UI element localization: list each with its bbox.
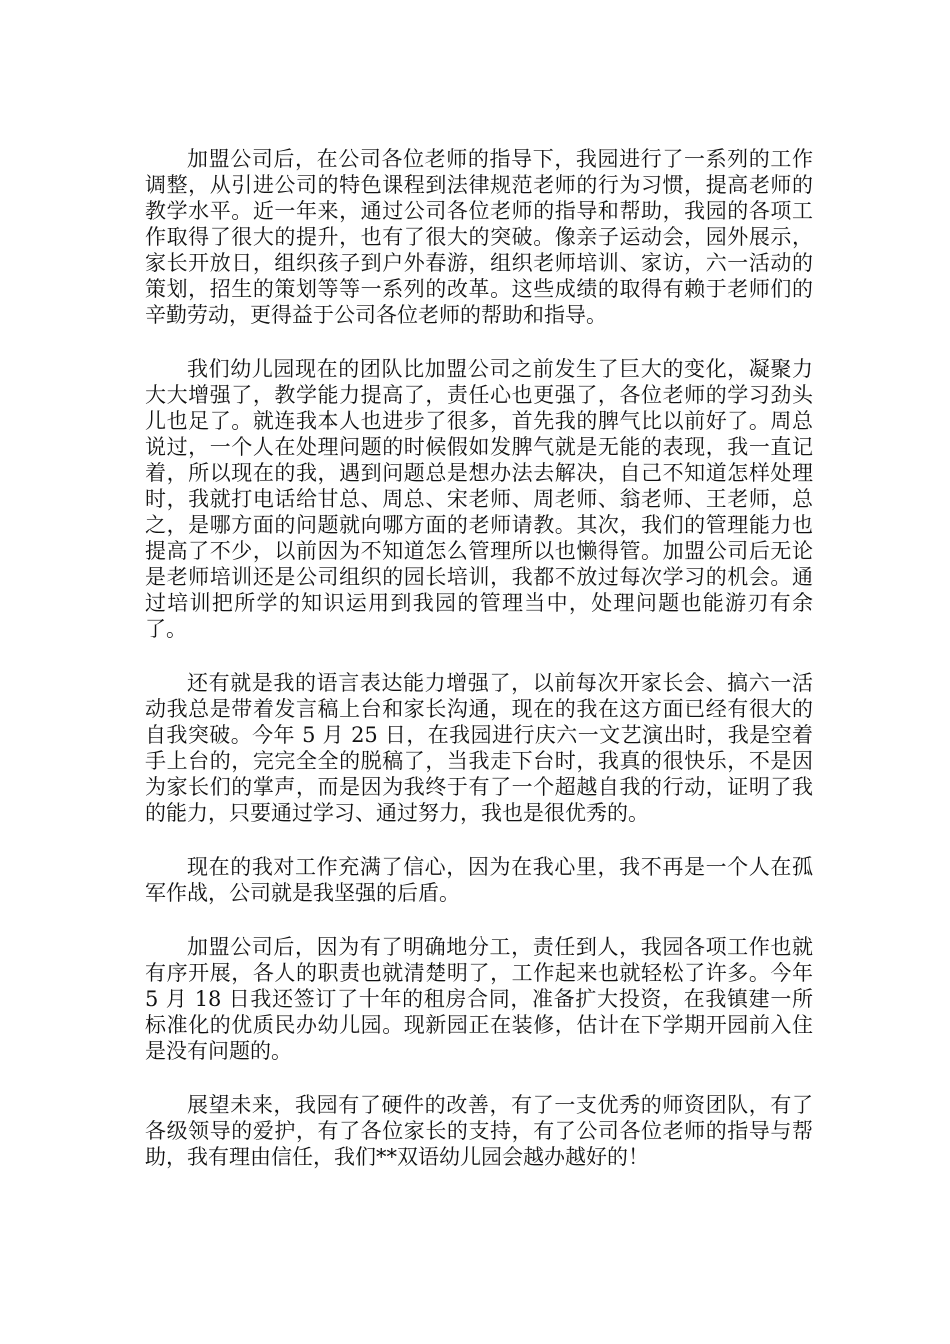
paragraph-3: 还有就是我的语言表达能力增强了，以前每次开家长会、搞六一活动我总是带着发言稿上台和家长沟通，现在的我在这方面已经有很大的自我突破。今年 5 月 25 日，在我园进行庆六一文艺演出时，我是空着手上台的，完完全全的脱稿了，当我走下台时，我真的很快乐，不是因为家长们的掌声，而是因为我终于有了一个超越自我的行动，证明了我的能力，只要通过学习、通过努力，我也是很优秀的。 [145, 671, 813, 825]
paragraph-1: 加盟公司后，在公司各位老师的指导下，我园进行了一系列的工作调整，从引进公司的特色课程到法律规范老师的行为习惯，提高老师的教学水平。近一年来，通过公司各位老师的指导和帮助，我园的各项工作取得了很大的提升，也有了很大的突破。像亲子运动会，园外展示，家长开放日，组织孩子到户外春游，组织老师培训、家访，六一活动的策划，招生的策划等等一系列的改革。这些成绩的取得有赖于老师们的辛勤劳动，更得益于公司各位老师的帮助和指导。 [145, 147, 813, 327]
paragraph-6: 展望未来，我园有了硬件的改善，有了一支优秀的师资团队，有了各级领导的爱护，有了各位家长的支持，有了公司各位老师的指导与帮助，我有理由信任，我们**双语幼儿园会越办越好的！ [145, 1093, 813, 1169]
paragraph-2: 我们幼儿园现在的团队比加盟公司之前发生了巨大的变化，凝聚力大大增强了，教学能力提高了，责任心也更强了，各位老师的学习劲头儿也足了。就连我本人也进步了很多，首先我的脾气比以前好了。周总说过，一个人在处理问题的时候假如发脾气就是无能的表现，我一直记着，所以现在的我，遇到问题总是想办法去解决，自己不知道怎样处理时，我就打电话给甘总、周总、宋老师、周老师、翁老师、王老师，总之，是哪方面的问题就向哪方面的老师请教。其次，我们的管理能力也提高了不少，以前因为不知道怎么管理所以也懒得管。加盟公司后无论是老师培训还是公司组织的园长培训，我都不放过每次学习的机会。通过培训把所学的知识运用到我园的管理当中，处理问题也能游刃有余了。 [145, 357, 813, 641]
paragraph-4: 现在的我对工作充满了信心，因为在我心里，我不再是一个人在孤军作战，公司就是我坚强的后盾。 [145, 855, 813, 905]
document-body [145, 146, 813, 1170]
paragraph-5: 加盟公司后，因为有了明确地分工，责任到人，我园各项工作也就有序开展，各人的职责也就清楚明了，工作起来也就轻松了许多。今年 5 月 18 日我还签订了十年的租房合同，准备扩大投资，在我镇建一所标准化的优质民办幼儿园。现新园正在装修，估计在下学期开园前入住是没有问题的。 [145, 935, 813, 1063]
